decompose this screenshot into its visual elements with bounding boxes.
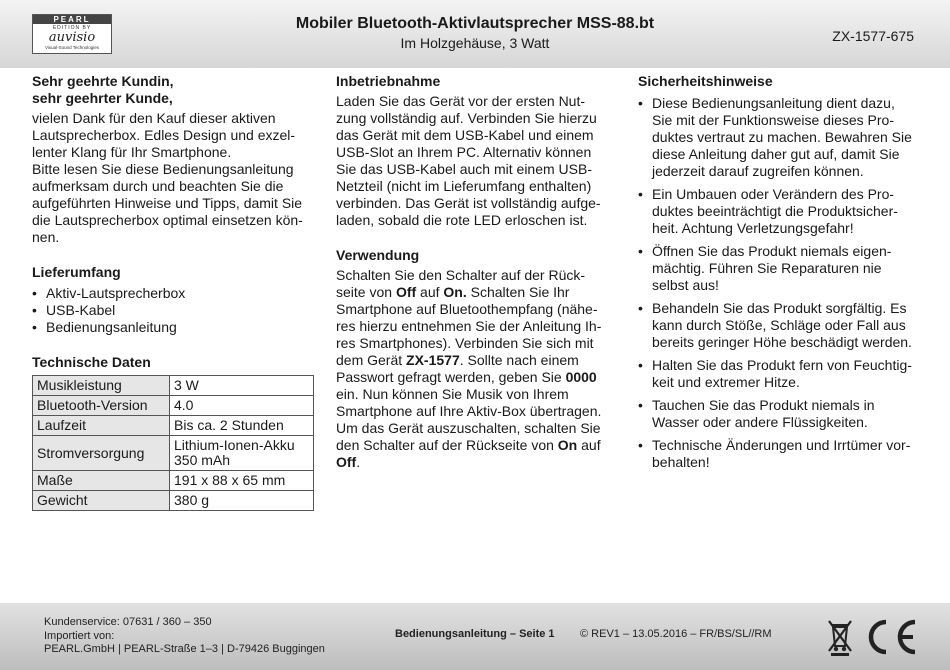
use-line xyxy=(336,437,611,454)
table-row xyxy=(33,436,314,471)
on-label: On xyxy=(557,437,578,453)
table-row xyxy=(33,471,314,491)
setup-heading: Inbetriebnahme xyxy=(336,73,441,89)
text-run: . xyxy=(356,454,361,470)
importer-label: Importiert von: xyxy=(44,629,115,642)
spec-key: Bluetooth-Version xyxy=(33,396,170,416)
spec-value: 4.0 xyxy=(170,396,314,416)
spec-key: Maße xyxy=(33,471,170,491)
intro-line: Bitte lesen Sie diese Bedienungsanleitung xyxy=(32,161,294,177)
text-run: . Sollte nach einem xyxy=(459,352,579,368)
off-label: Off xyxy=(336,454,357,470)
setup-line: zung vollständig auf. Verbinden Sie hierzu xyxy=(336,110,597,126)
item-line: • Ein Umbauen oder Verändern des Pro- xyxy=(652,186,895,202)
article-number: ZX-1577-675 xyxy=(832,28,914,44)
text-run: dem Gerät xyxy=(336,352,407,368)
list-item xyxy=(638,397,923,431)
setup-line: USB-Slot an Ihrem PC. Alternativ können xyxy=(336,144,592,160)
use-line xyxy=(336,369,611,386)
tech-table xyxy=(32,375,314,511)
off-label: Off xyxy=(395,284,417,300)
text-run: seite von xyxy=(336,284,396,300)
use-heading: Verwendung xyxy=(336,247,420,263)
table-row xyxy=(33,376,314,396)
column-left xyxy=(32,70,314,511)
document-title: Mobiler Bluetooth-Aktivlautsprecher MSS-88.bt xyxy=(295,15,655,32)
logo-tagline-text: Visual-Sound Technologies xyxy=(44,45,100,50)
table-row xyxy=(33,396,314,416)
list-item xyxy=(638,437,923,471)
intro-line: Lautsprecherbox. Edles Design und exzel- xyxy=(32,127,296,143)
list-item xyxy=(638,95,923,180)
list-item: • USB-Kabel xyxy=(32,302,314,319)
item-line: • Tauchen Sie das Produkt niemals in xyxy=(652,397,875,413)
setup-line: verbinden. Das Gerät ist vollständig aufge- xyxy=(336,195,601,211)
item-line: keit und extremer Hitze. xyxy=(652,374,800,390)
greeting-line-1: Sehr geehrte Kundin, xyxy=(32,73,174,89)
spec-key: Gewicht xyxy=(33,491,170,511)
item-line: • Öffnen Sie das Produkt niemals eigen- xyxy=(652,243,892,259)
use-line xyxy=(336,352,611,369)
column-middle xyxy=(336,70,611,471)
item-line: • Technische Änderungen und Irrtümer vor- xyxy=(652,437,911,453)
item-line: • Diese Bedienungsanleitung dient dazu, xyxy=(652,95,895,111)
use-paragraph xyxy=(336,267,611,471)
spec-value: 380 g xyxy=(170,491,314,511)
setup-line: das Gerät mit dem USB-Kabel und einem xyxy=(336,127,594,143)
ce-mark-icon xyxy=(860,618,918,656)
pairing-pin: 0000 xyxy=(565,369,597,385)
item-line: behalten! xyxy=(652,454,710,470)
intro-line: vielen Dank für den Kauf dieser aktiven xyxy=(32,110,276,126)
intro-line: die Lautsprecherbox optimal einsetzen kön- xyxy=(32,212,303,228)
item-line: duktes vertraut zu machen. Bewahren Sie xyxy=(652,129,912,145)
importer-address: PEARL.GmbH | PEARL-Straße 1–3 | D-79426 Buggingen xyxy=(44,643,325,655)
item-line: selbst aus! xyxy=(652,277,719,293)
item-line: mächtig. Führen Sie Reparaturen nie xyxy=(652,260,882,276)
spec-key: Musikleistung xyxy=(33,376,170,396)
device-name: ZX-1577 xyxy=(406,352,460,368)
text-run: Passwort gefragt werden, geben Sie xyxy=(336,369,566,385)
item-line: Sie mit der Funktionsweise dieses Pro- xyxy=(652,112,894,128)
intro-line: aufmerksam durch und beachten Sie die xyxy=(32,178,284,194)
use-line: Schalten Sie den Schalter auf der Rück- xyxy=(336,267,586,283)
text-run: auf xyxy=(416,284,444,300)
text-run: den Schalter auf der Rückseite von xyxy=(336,437,558,453)
use-line: Um das Gerät auszuschalten, schalten Sie xyxy=(336,420,601,436)
item-line: • Behandeln Sie das Produkt sorgfältig. Es xyxy=(652,300,907,316)
safety-heading: Sicherheitshinweise xyxy=(638,73,773,89)
footer-bar xyxy=(0,603,950,670)
intro-paragraph xyxy=(32,110,314,246)
setup-line: Sie das USB-Kabel auch mit einem USB- xyxy=(336,161,592,177)
weee-bin-icon xyxy=(826,616,854,656)
item-line: heit. Achtung Verletzungsgefahr! xyxy=(652,220,854,236)
intro-line: lenter Klang für Ihr Smartphone. xyxy=(32,144,232,160)
item-line: • Halten Sie das Produkt fern von Feuchtig- xyxy=(652,357,912,373)
item-line: jederzeit darauf zugreifen können. xyxy=(652,163,864,179)
tech-heading: Technische Daten xyxy=(32,354,151,370)
use-line: Smartphone auf Ihre Aktiv-Box übertragen. xyxy=(336,403,602,419)
item-line: duktes beeinträchtigt die Produktsicher- xyxy=(652,203,898,219)
list-item xyxy=(638,186,923,237)
spec-value-line: 350 mAh xyxy=(174,452,231,468)
on-label: On. xyxy=(443,284,467,300)
use-line: res hierzu entnehmen Sie der Anleitung Ih- xyxy=(336,318,602,334)
item-line: kann durch Stöße, Schläge oder Fall aus xyxy=(652,317,906,333)
intro-line: aufgeführten Hinweise und Tipps, damit Sie xyxy=(32,195,303,211)
document-subtitle: Im Holzgehäuse, 3 Watt xyxy=(400,35,550,51)
customer-service: Kundenservice: 07631 / 360 – 350 xyxy=(44,616,212,628)
logo-pearl-text: PEARL xyxy=(33,15,111,24)
logo-brand-text: auvisio xyxy=(48,30,96,45)
greeting-line-2: sehr geehrter Kunde, xyxy=(32,90,173,106)
spec-value: 3 W xyxy=(170,376,314,396)
text-run: auf xyxy=(577,437,601,453)
spec-value xyxy=(170,436,314,471)
setup-paragraph xyxy=(336,93,611,229)
spec-key: Stromversorgung xyxy=(33,436,170,471)
list-item xyxy=(638,243,923,294)
logo-edition-text: EDITION BY xyxy=(52,25,92,31)
setup-line: Laden Sie das Gerät vor der ersten Nut- xyxy=(336,93,586,109)
page-label: Bedienungsanleitung – Seite 1 xyxy=(395,628,555,640)
footer-contact xyxy=(44,616,325,657)
list-item xyxy=(638,357,923,391)
safety-list xyxy=(638,95,923,471)
scope-heading: Lieferumfang xyxy=(32,264,121,280)
setup-line: Netzteil (nicht im Lieferumfang enthalten) xyxy=(336,178,592,194)
use-line xyxy=(336,454,611,471)
text-run: Schalten Sie Ihr xyxy=(466,284,570,300)
use-line: Smartphone auf Bluetoothempfang (nähe- xyxy=(336,301,598,317)
setup-line: laden, sobald die rote LED erloschen ist. xyxy=(336,212,588,228)
column-right xyxy=(638,70,923,477)
spec-value: Bis ca. 2 Stunden xyxy=(170,416,314,436)
list-item: • Bedienungsanleitung xyxy=(32,319,314,336)
table-row xyxy=(33,416,314,436)
item-line: bereits geringer Höhe beschädigt werden. xyxy=(652,334,912,350)
use-line: res Smartphones). Verbinden Sie sich mit xyxy=(336,335,594,351)
list-item xyxy=(638,300,923,351)
revision-info: © REV1 – 13.05.2016 – FR/BS/SL//RM xyxy=(580,628,772,640)
header-bar xyxy=(0,0,950,68)
scope-list xyxy=(32,285,314,336)
spec-key: Laufzeit xyxy=(33,416,170,436)
spec-value: 191 x 88 x 65 mm xyxy=(170,471,314,491)
table-row xyxy=(33,491,314,511)
use-line: ein. Nun können Sie Musik von Ihrem xyxy=(336,386,569,402)
item-line: Wasser oder andere Flüssigkeiten. xyxy=(652,414,868,430)
use-line xyxy=(336,284,611,301)
spec-value-line: Lithium-Ionen-Akku xyxy=(174,437,295,453)
intro-line: nen. xyxy=(32,229,60,245)
item-line: diese Anleitung daher gut auf, damit Sie xyxy=(652,146,900,162)
list-item: • Aktiv-Lautsprecherbox xyxy=(32,285,314,302)
